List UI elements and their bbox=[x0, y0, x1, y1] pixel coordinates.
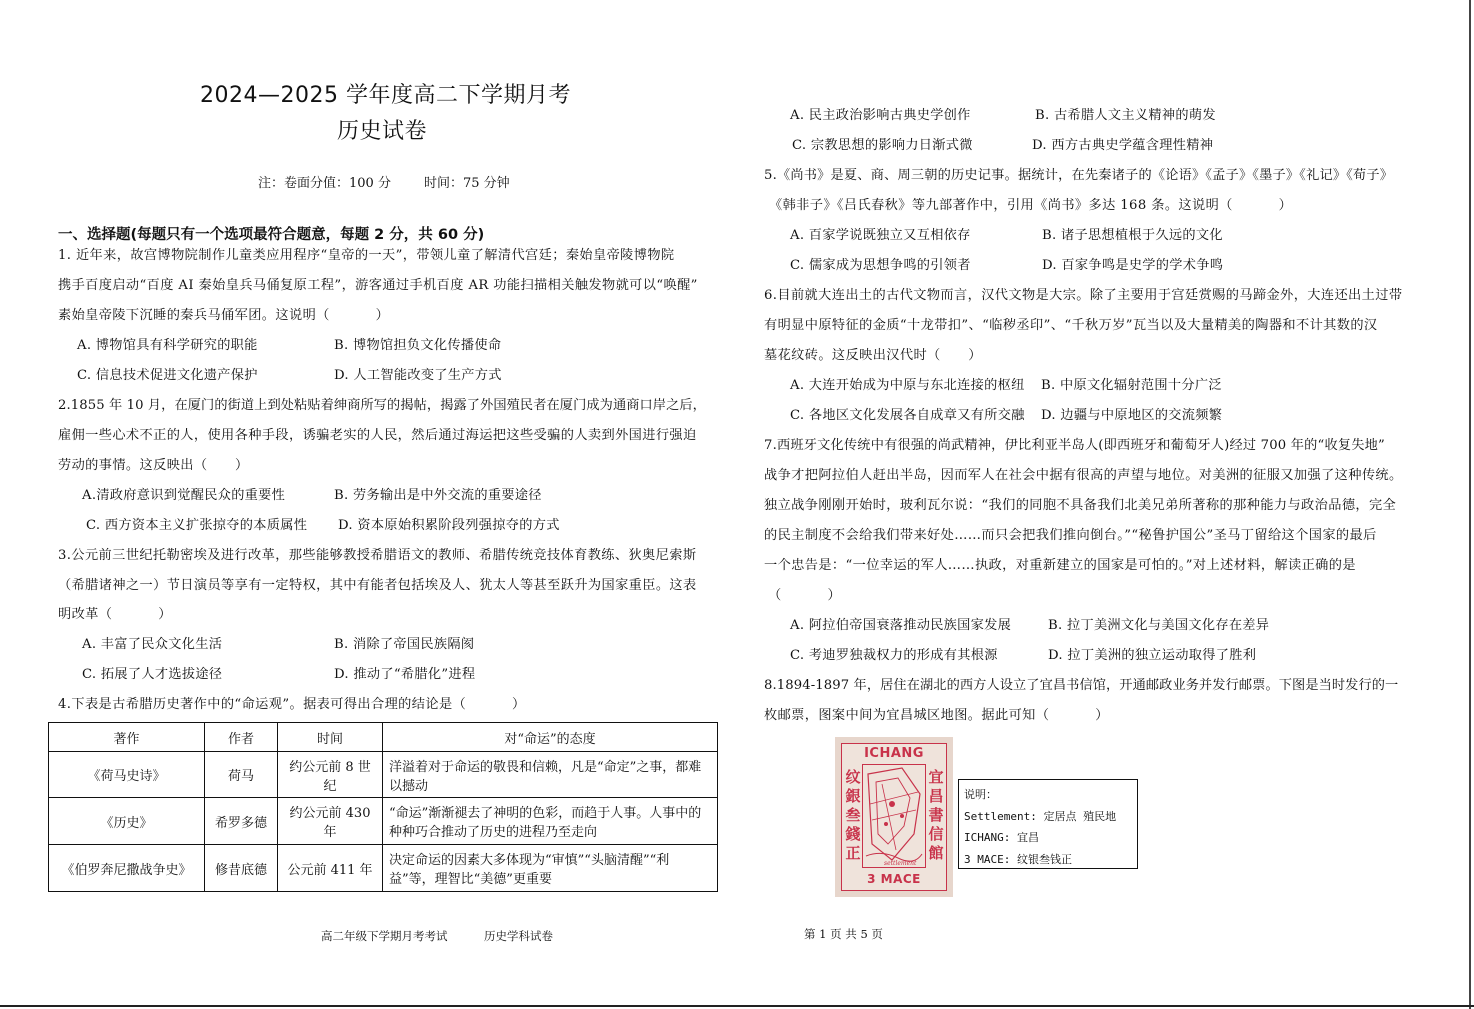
q2-option-a: A.清政府意识到觉醒民众的重要性 bbox=[82, 488, 286, 503]
ichang-stamp-image bbox=[835, 737, 953, 897]
q1-line1: 1. 近年来，故宫博物院制作儿童类应用程序“皇帝的一天”，带领儿童了解清代宫廷；秦始皇帝陵博物院 bbox=[58, 248, 675, 263]
q1-option-d: D. 人工智能改变了生产方式 bbox=[334, 368, 502, 383]
q4-option-c: C. 宗教思想的影响力日渐式微 bbox=[792, 138, 973, 153]
stamp-char: 叁 bbox=[845, 806, 861, 824]
q5-line1: 5.《尚书》是夏、商、周三朝的历史记事。据统计，在先秦诸子的《论语》《孟子》《墨子》《礼记》《荀子》 bbox=[764, 168, 1394, 183]
q3-option-a: A. 丰富了民众文化生活 bbox=[82, 637, 223, 652]
table-cell: 洋溢着对于命运的敬畏和信赖，凡是“命定”之事，都难以撼动 bbox=[383, 752, 718, 798]
explain-line: ICHANG: 宜昌 bbox=[964, 831, 1039, 844]
q5-option-d: D. 百家争鸣是史学的学术争鸣 bbox=[1042, 258, 1224, 273]
stamp-frame bbox=[841, 743, 947, 891]
q7-line6: （ ） bbox=[768, 588, 842, 603]
explain-line: Settlement: 定居点 殖民地 bbox=[964, 809, 1117, 823]
q7-option-b: B. 拉丁美洲文化与美国文化存在差异 bbox=[1048, 618, 1270, 633]
exam-subject-title: 历史试卷 bbox=[337, 119, 428, 144]
q1-line2: 携手百度启动“百度 AI 秦始皇兵马俑复原工程”，游客通过手机百度 AR 功能扫描相关触发物就可以“唤醒” bbox=[58, 278, 698, 293]
q2-line1: 2.1855 年 10 月，在厦门的街道上到处粘贴着绅商所写的揭帖，揭露了外国殖民者在厦门成为通商口岸之后， bbox=[58, 398, 706, 413]
section-heading: 一、选择题(每题只有一个选项最符合题意，每题 2 分，共 60 分) bbox=[58, 227, 485, 243]
q3-option-d: D. 推动了“希腊化”进程 bbox=[334, 667, 476, 682]
table-cell: 希罗多德 bbox=[205, 798, 278, 845]
q6-option-d: D. 边疆与中原地区的交流频繁 bbox=[1041, 408, 1223, 423]
q2-option-b: B. 劳务输出是中外交流的重要途径 bbox=[334, 488, 542, 503]
explain-line: 说明： bbox=[964, 788, 997, 801]
q3-line3: 明改革（ ） bbox=[58, 607, 172, 622]
q7-line3: 独立战争刚刚开始时，玻利瓦尔说：“我们的同胞不具备我们北美兄弟所著称的那种能力与政治品德，完全 bbox=[764, 498, 1397, 513]
q4-option-d: D. 西方古典史学蕴含理性精神 bbox=[1032, 138, 1214, 153]
exam-note: 注：卷面分值：100 分 时间：75 分钟 bbox=[258, 176, 510, 191]
table-header: 时间 bbox=[278, 723, 383, 752]
stamp-char: 宜 bbox=[928, 768, 944, 786]
q1-option-c: C. 信息技术促进文化遗产保护 bbox=[77, 368, 258, 383]
q6-option-a: A. 大连开始成为中原与东北连接的枢纽 bbox=[790, 378, 1025, 393]
table-header: 著作 bbox=[49, 723, 205, 752]
stamp-char: 纹 bbox=[845, 768, 861, 786]
q5-option-a: A. 百家学说既独立又互相依存 bbox=[790, 228, 971, 243]
stamp-char: 信 bbox=[928, 825, 944, 843]
q2-line3: 劳动的事情。这反映出（ ） bbox=[58, 458, 249, 473]
footer-left: 高二年级下学期月考考试 历史学科试卷 bbox=[321, 929, 554, 943]
q7-line5: 一个忠告是：“一位幸运的军人……执政，对重新建立的国家是可怕的。”对上述材料，解读正确的是 bbox=[764, 558, 1356, 573]
table-row bbox=[49, 798, 718, 845]
stamp-char: 正 bbox=[845, 844, 861, 862]
table-cell: 《伯罗奔尼撒战争史》 bbox=[49, 845, 205, 892]
table-cell: 《荷马史诗》 bbox=[49, 752, 205, 798]
table-cell: “命运”渐渐褪去了神明的色彩，而趋于人事。人事中的种种巧合推动了历史的进程乃至走向 bbox=[383, 798, 718, 845]
stamp-char: 書 bbox=[928, 806, 944, 824]
map-label: settlement bbox=[884, 860, 917, 867]
table-header: 对“命运”的态度 bbox=[383, 723, 718, 752]
q5-line2: 《韩非子》《吕氏春秋》等九部著作中，引用《尚书》多达 168 条。这说明（ ） bbox=[769, 198, 1293, 213]
q7-option-d: D. 拉丁美洲的独立运动取得了胜利 bbox=[1048, 648, 1257, 663]
table-cell: 修昔底德 bbox=[205, 845, 278, 892]
fate-view-table bbox=[48, 722, 718, 892]
q3-option-b: B. 消除了帝国民族隔阂 bbox=[334, 637, 475, 652]
q7-line4: 的民主制度不会给我们带来好处……而只会把我们推向倒台。”“秘鲁护国公”圣马丁留给这个国家的最后 bbox=[764, 528, 1377, 543]
q7-line2: 战争才把阿拉伯人赶出半岛，因而军人在社会中据有很高的声望与地位。对美洲的征服又加强了这种传统。 bbox=[764, 468, 1403, 483]
q2-option-d: D. 资本原始积累阶段列强掠夺的方式 bbox=[338, 518, 560, 533]
stamp-char: 錢 bbox=[845, 825, 861, 843]
q8-line1: 8.1894-1897 年，居住在湖北的西方人设立了宜昌书信馆，开通邮政业务并发行邮票。下图是当时发行的一 bbox=[764, 678, 1399, 693]
explain-line: 3 MACE: 纹银叁钱正 bbox=[964, 852, 1072, 866]
q3-option-c: C. 拓展了人才选拔途径 bbox=[82, 667, 223, 682]
q6-line2: 有明显中原特征的金质“十龙带扣”、“临秽丞印”、“千秋万岁”瓦当以及大量精美的陶器和不计其数的汉 bbox=[764, 318, 1378, 333]
q7-option-a: A. 阿拉伯帝国衰落推动民族国家发展 bbox=[790, 618, 1012, 633]
table-cell: 荷马 bbox=[205, 752, 278, 798]
stamp-char: 昌 bbox=[928, 787, 944, 805]
q1-line3: 素始皇帝陵下沉睡的秦兵马俑军团。这说明（ ） bbox=[58, 308, 390, 323]
stamp-explanation-box bbox=[958, 779, 1138, 869]
table-header-row bbox=[49, 723, 718, 752]
q7-line1: 7.西班牙文化传统中有很强的尚武精神，伊比利亚半岛人(即西班牙和葡萄牙人)经过 700 年的“收复失地” bbox=[764, 438, 1385, 453]
table-cell: 约公元前 430 年 bbox=[278, 798, 383, 845]
city-map-icon bbox=[862, 764, 926, 868]
stamp-char: 銀 bbox=[845, 787, 861, 805]
q2-line2: 雇佣一些心术不正的人，使用各种手段，诱骗老实的人民，然后通过海运把这些受骗的人卖到外国进行强迫 bbox=[58, 428, 697, 443]
q8-line2: 枚邮票，图案中间为宜昌城区地图。据此可知（ ） bbox=[764, 708, 1109, 723]
q6-option-b: B. 中原文化辐射范围十分广泛 bbox=[1041, 378, 1222, 393]
stamp-left-chars bbox=[845, 768, 861, 863]
page-right-edge bbox=[1469, 0, 1471, 1009]
stamp-right-chars bbox=[928, 768, 944, 863]
q5-option-b: B. 诸子思想植根于久远的文化 bbox=[1042, 228, 1223, 243]
footer-page-number: 第 1 页 共 5 页 bbox=[804, 927, 883, 941]
table-row bbox=[49, 752, 718, 798]
stamp-char: 館 bbox=[928, 844, 944, 862]
exam-title: 2024—2025 学年度高二下学期月考 bbox=[200, 83, 571, 108]
q4-option-a: A. 民主政治影响古典史学创作 bbox=[790, 108, 971, 123]
q5-option-c: C. 儒家成为思想争鸣的引领者 bbox=[790, 258, 971, 273]
q4-line1: 4.下表是古希腊历史著作中的“命运观”。据表可得出合理的结论是（ ） bbox=[58, 697, 526, 712]
stamp-value-text: 3 MACE bbox=[867, 872, 921, 886]
table-cell: 公元前 411 年 bbox=[278, 845, 383, 892]
q7-option-c: C. 考迪罗独裁权力的形成有其根源 bbox=[790, 648, 998, 663]
q6-option-c: C. 各地区文化发展各自成章又有所交融 bbox=[790, 408, 1025, 423]
q3-line1: 3.公元前三世纪托勒密埃及进行改革，那些能够教授希腊语文的教师、希腊传统竞技体育教练、狄奥尼索斯 bbox=[58, 548, 697, 563]
q3-line2: （希腊诸神之一）节日演员等享有一定特权，其中有能者包括埃及人、犹太人等甚至跃升为国家重臣。这表 bbox=[58, 578, 697, 593]
table-cell: 《历史》 bbox=[49, 798, 205, 845]
table-cell: 约公元前 8 世纪 bbox=[278, 752, 383, 798]
table-header: 作者 bbox=[205, 723, 278, 752]
table-cell: 决定命运的因素大多体现为“审慎”“头脑清醒”“利益”等，理智比“美德”更重要 bbox=[383, 845, 718, 892]
q1-option-a: A. 博物馆具有科学研究的职能 bbox=[77, 338, 258, 353]
page-bottom-edge bbox=[0, 1005, 1474, 1007]
q4-option-b: B. 古希腊人文主义精神的萌发 bbox=[1035, 108, 1216, 123]
q6-line3: 墓花纹砖。这反映出汉代时（ ） bbox=[764, 348, 982, 363]
stamp-top-text: ICHANG bbox=[864, 746, 924, 761]
q2-option-c: C. 西方资本主义扩张掠夺的本质属性 bbox=[86, 518, 308, 533]
table-row bbox=[49, 845, 718, 892]
q1-option-b: B. 博物馆担负文化传播使命 bbox=[334, 338, 502, 353]
q6-line1: 6.目前就大连出土的古代文物而言，汉代文物是大宗。除了主要用于宫廷赏赐的马蹄金外，大连还出土过带 bbox=[764, 288, 1403, 303]
